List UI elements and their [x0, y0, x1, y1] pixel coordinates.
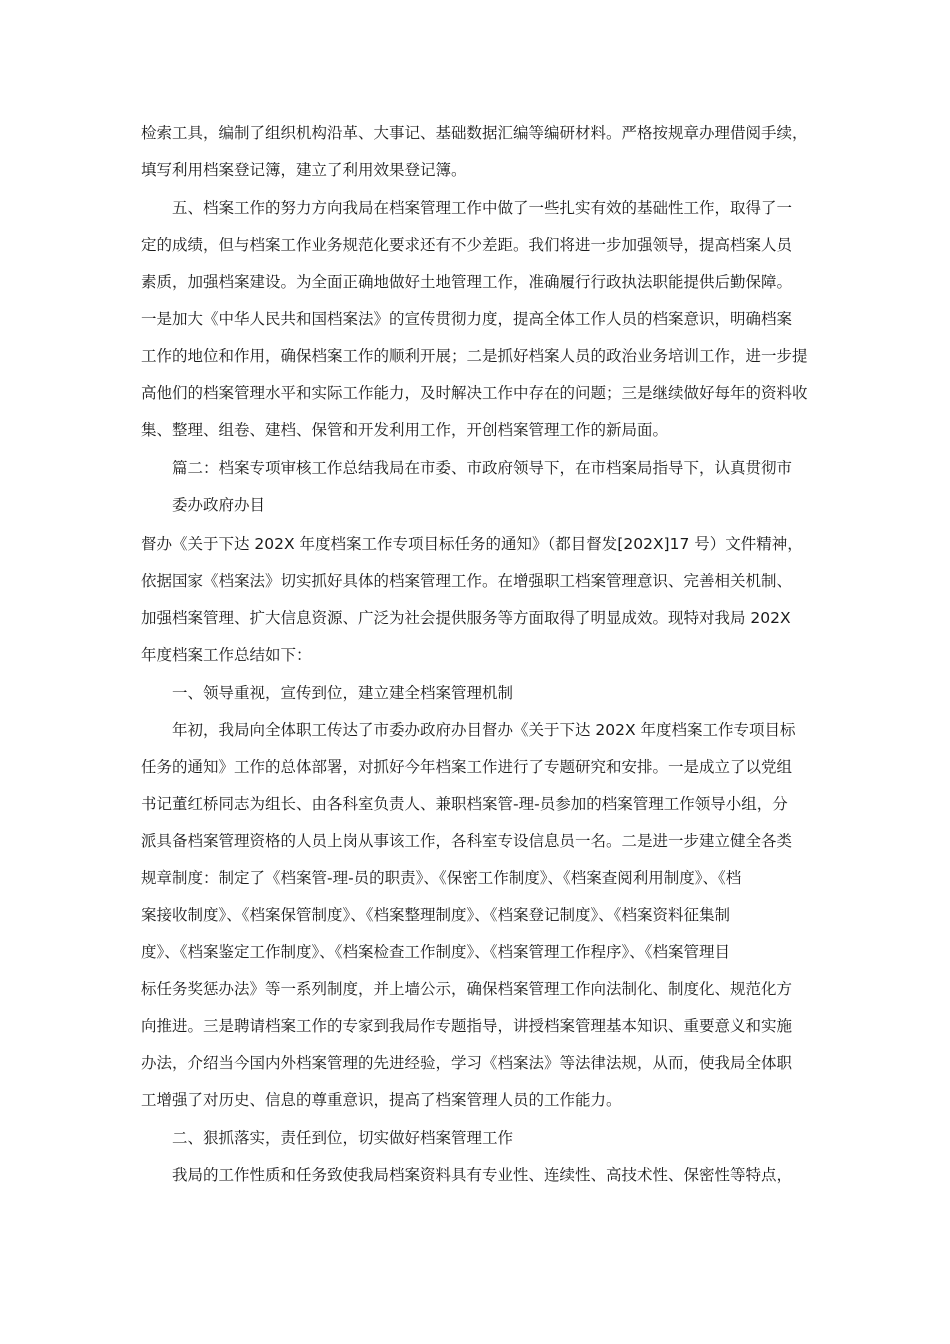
text-line: 度》、《档案鉴定工作制度》、《档案检查工作制度》、《档案管理工作程序》、《档案管理目: [141, 943, 731, 961]
text-line: 定的成绩，但与档案工作业务规范化要求还有不少差距。我们将进一步加强领导，提高档案人员: [141, 236, 793, 254]
text-line: 工增强了对历史、信息的尊重意识，提高了档案管理人员的工作能力。: [141, 1091, 622, 1109]
text-line: 年初，我局向全体职工传达了市委办政府办目督办《关于下达 202X 年度档案工作专项目标: [172, 721, 796, 739]
text-line: 工作的地位和作用，确保档案工作的顺利开展；二是抓好档案人员的政治业务培训工作，进一步提: [141, 347, 808, 365]
text-line: 规章制度：制定了《档案管-理-员的职责》、《保密工作制度》、《档案查阅利用制度》、《档: [141, 869, 742, 887]
text-line: 委办政府办目: [172, 496, 266, 514]
text-line: 任务的通知》工作的总体部署，对抓好今年档案工作进行了专题研究和安排。一是成立了以党组: [141, 758, 793, 776]
text-line: 我局的工作性质和任务致使我局档案资料具有专业性、连续性、高技术性、保密性等特点，: [172, 1166, 793, 1184]
text-line: 检索工具，编制了组织机构沿革、大事记、基础数据汇编等编研材料。严格按规章办理借阅手续，: [141, 124, 808, 142]
text-line: 督办《关于下达 202X 年度档案工作专项目标任务的通知》（都目督发[202X]17 号）文件精神，: [141, 535, 803, 553]
subheading-line: 二、狠抓落实，责任到位，切实做好档案管理工作: [172, 1129, 514, 1147]
text-line: 年度档案工作总结如下：: [141, 646, 312, 664]
text-line: 书记董红桥同志为组长、由各科室负责人、兼职档案管-理-员参加的档案管理工作领导小组，分: [141, 795, 788, 813]
text-line: 依据国家《档案法》切实抓好具体的档案管理工作。在增强职工档案管理意识、完善相关机制、: [141, 572, 793, 590]
paragraph-heading-line: 五、档案工作的努力方向我局在档案管理工作中做了一些扎实有效的基础性工作，取得了一: [172, 199, 793, 217]
text-line: 填写利用档案登记簿，建立了利用效果登记簿。: [141, 161, 467, 179]
text-line: 派具备档案管理资格的人员上岗从事该工作，各科室专设信息员一名。二是进一步建立健全各类: [141, 832, 793, 850]
text-line: 集、整理、组卷、建档、保管和开发利用工作，开创档案管理工作的新局面。: [141, 421, 669, 439]
text-line: 案接收制度》、《档案保管制度》、《档案整理制度》、《档案登记制度》、《档案资料征集制: [141, 906, 731, 924]
text-line: 办法，介绍当今国内外档案管理的先进经验，学习《档案法》等法律法规，从而，使我局全体职: [141, 1054, 793, 1072]
section-title-line: 篇二：档案专项审核工作总结我局在市委、市政府领导下，在市档案局指导下，认真贯彻市: [172, 459, 793, 477]
subheading-line: 一、领导重视，宣传到位，建立建全档案管理机制: [172, 684, 514, 702]
text-line: 素质，加强档案建设。为全面正确地做好土地管理工作，准确履行行政执法职能提供后勤保障。: [141, 273, 793, 291]
text-line: 向推进。三是聘请档案工作的专家到我局作专题指导，讲授档案管理基本知识、重要意义和实施: [141, 1017, 793, 1035]
text-line: 标任务奖惩办法》等一系列制度，并上墙公示，确保档案管理工作向法制化、制度化、规范化方: [141, 980, 793, 998]
text-line: 高他们的档案管理水平和实际工作能力，及时解决工作中存在的问题；三是继续做好每年的资料收: [141, 384, 808, 402]
text-line: 加强档案管理、扩大信息资源、广泛为社会提供服务等方面取得了明显成效。现特对我局 202X: [141, 609, 791, 627]
text-line: 一是加大《中华人民共和国档案法》的宣传贯彻力度，提高全体工作人员的档案意识，明确档案: [141, 310, 793, 328]
